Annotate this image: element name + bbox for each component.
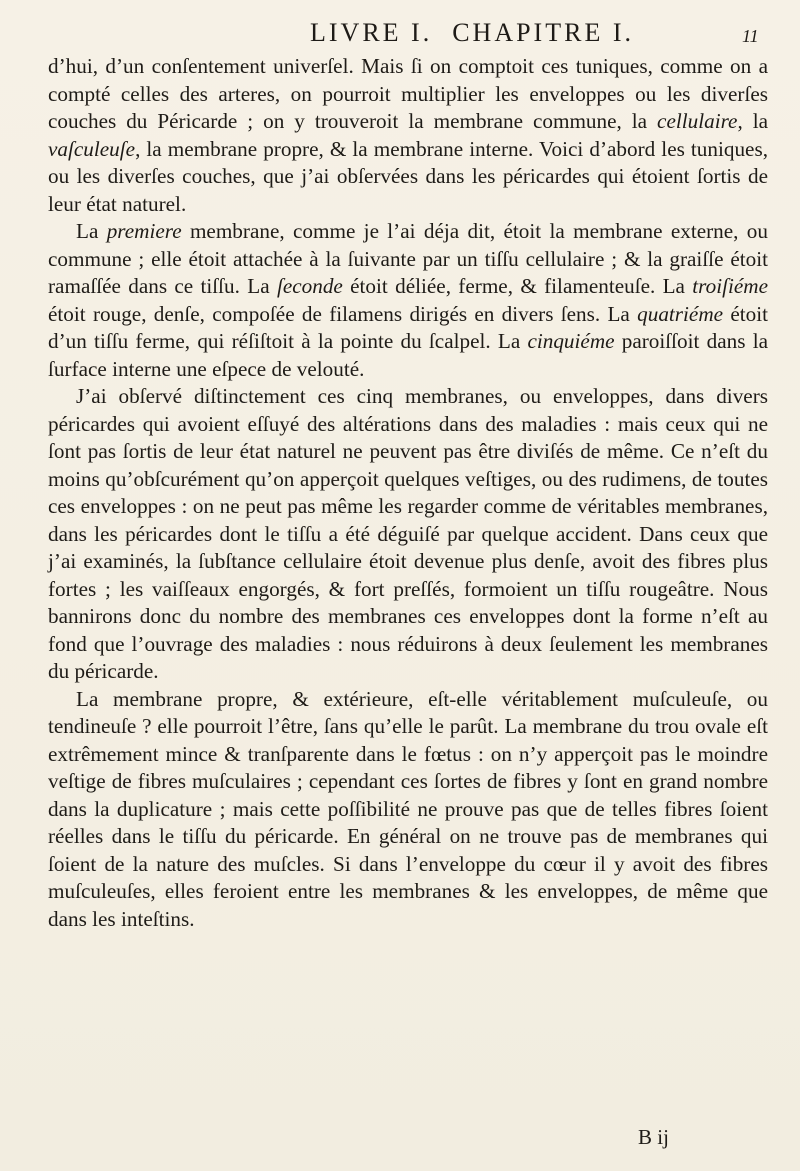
italic-term: ſeconde [276,274,343,298]
chapter-label: CHAPITRE I. [452,18,634,47]
text-run: étoit rouge, denſe, compoſée de filamens dirigés en divers ſens. La [48,301,638,326]
text-run: paroiſſoit dans la ſurface interne une eſpece de velouté. [48,329,768,381]
italic-term: troiſiéme [692,274,768,298]
signature-mark: B ij [638,1125,669,1149]
paragraph [48,686,768,934]
paragraph [48,383,768,686]
body-text [48,53,768,933]
italic-term: cinquiéme [527,329,615,353]
text-run: J’ai obſervé diſtinctement ces cinq membranes, ou enveloppes, dans divers péricardes qui avoient eſſuyé des altérations dans des maladies : mais ceux qui ne ſont pas ſortis de leur état naturel ne peuvent pas être diviſés de même. Ce n’eſt du moins qu’obſcurément qu’on apperçoit quelques veſtiges, ou des rudimens, de toutes ces enveloppes : on ne peut pas même les regarder comme de véritables membranes, dans les péricardes dont le tiſſu a été déguiſé par quelque accident. Dans ceux que j’ai examinés, la ſubſtance cellulaire étoit devenue plus denſe, avoit des fibres plus fortes ; les vaiſſeaux engorgés, & fort preſſés, formoient un tiſſu rougeâtre. Nous bannirons donc du nombre des membranes ces enveloppes dont la forme n’eſt au fond que l’ouvrage des maladies : nous réduirons à deux ſeulement les membranes du péricarde. [48,384,768,683]
running-header [0,18,800,58]
paragraph [48,218,768,383]
book-label: LIVRE I. [310,18,433,47]
text-run: membrane, comme je l’ai déja dit, étoit la membrane externe, ou commune ; elle étoit attachée à la ſuivante par un tiſſu cellulaire ; & la graiſſe étoit ramaſſée dans ce tiſſu. La [48,219,768,298]
text-run: La [76,219,107,243]
text-run: d’hui, d’un conſentement univerſel. Mais ſi on comptoit ces tuniques, comme on a compté celles des arteres, on pourroit multiplier les enveloppes ou les diverſes couches du Péricarde ; on y trouveroit la membrane commune, la [48,54,768,133]
running-title [310,18,654,48]
text-run: , la membrane propre, & la membrane interne. Voici d’abord les tuniques, ou les diverſes couches, que j’ai obſervées dans les péricardes qui étoient ſortis de leur état naturel. [48,136,768,216]
page-number: 11 [742,26,759,46]
text-run: étoit déliée, ferme, & filamenteuſe. La [342,274,693,298]
italic-term: vaſculeuſe [48,136,136,161]
text-run: , la [737,109,769,133]
italic-term: cellulaire [657,109,738,133]
italic-term: premiere [106,219,182,243]
text-run: La membrane propre, & extérieure, eſt-elle véritablement muſculeuſe, ou tendineuſe ? elle pourroit l’être, ſans qu’elle le parût. La membrane du trou ovale eſt extrêmement mince & tranſparente dans le fœtus : on n’y apperçoit pas le moindre veſtige de fibres muſculaires ; cependant ces ſortes de fibres y ſont en grand nombre dans la duplicature ; mais cette poſſibilité ne prouve pas que de telles fibres ſoient réelles dans le tiſſu du péricarde. En général on ne trouve pas de membranes qui ſoient de la nature des muſcles. Si dans l’enveloppe du cœur il y avoit des fibres muſculeuſes, elles feroient entre les membranes & les enveloppes, de même que dans les inteſtins. [48,686,768,931]
italic-term: quatriéme [637,301,724,326]
text-run: étoit d’un tiſſu ferme, qui réſiſtoit à la pointe du ſcalpel. La [48,301,768,353]
paragraph [48,53,768,218]
